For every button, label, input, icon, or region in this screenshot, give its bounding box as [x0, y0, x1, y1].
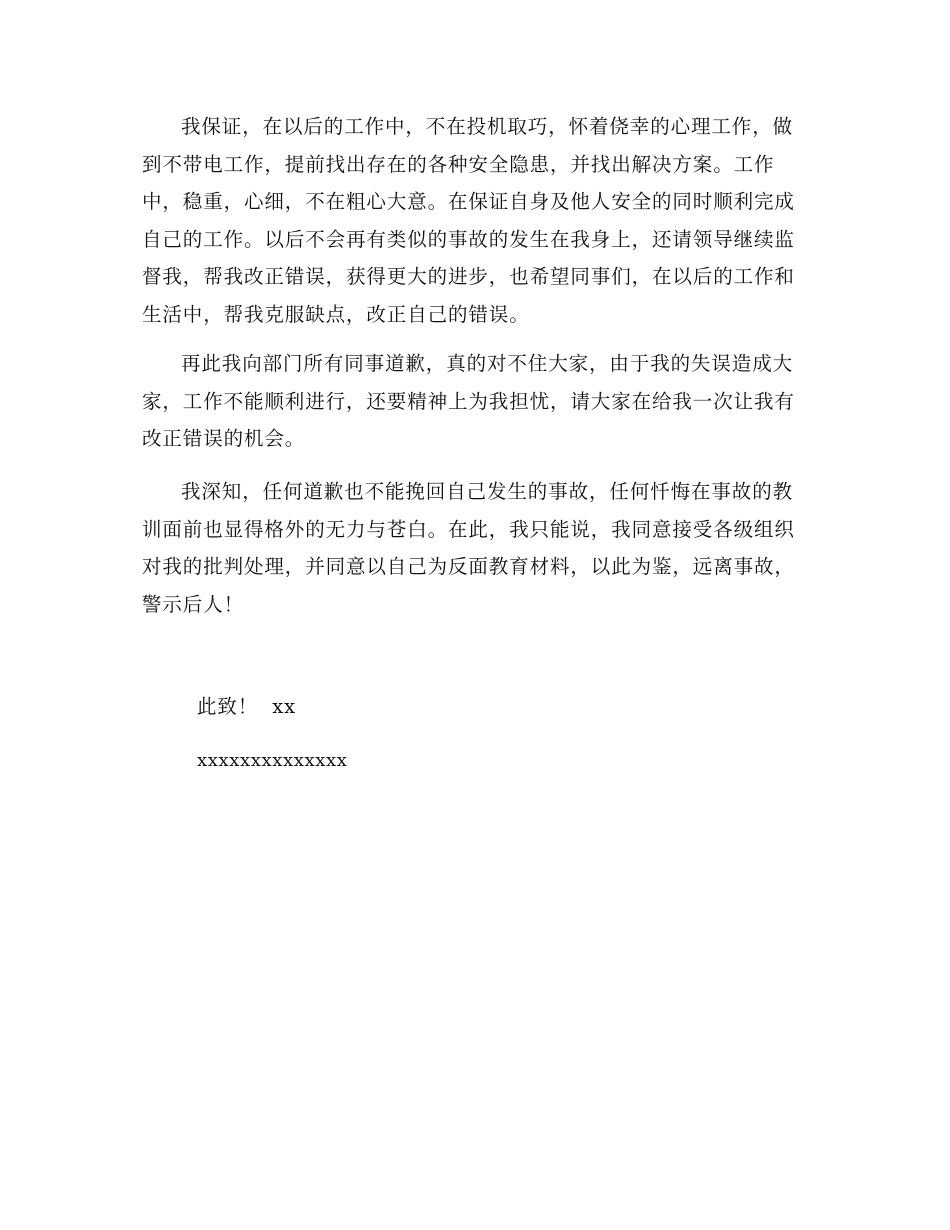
signature-line: xxxxxxxxxxxxxx — [197, 750, 348, 771]
paragraph-guarantee: 我保证，在以后的工作中，不在投机取巧，怀着侥幸的心理工作，做到不带电工作，提前找出存在的各种安全隐患，并找出解决方案。工作中，稳重，心细，不在粗心大意。在保证自身及他人安全的同时顺利完成自己的工作。以后不会再有类似的事故的发生在我身上，还请领导继续监督我，帮我改正错误，获得更大的进步，也希望同事们，在以后的工作和生活中，帮我克服缺点，改正自己的错误。 — [142, 115, 795, 326]
closing-salutation-line — [197, 692, 296, 722]
paragraph-apology: 再此我向部门所有同事道歉，真的对不住大家，由于我的失误造成大家，工作不能顺利进行，还要精神上为我担忧，请大家在给我一次让我有改正错误的机会。 — [142, 352, 795, 450]
paragraph-acknowledgement: 我深知，任何道歉也不能挽回自己发生的事故，任何忏悔在事故的教训面前也显得格外的无力与苍白。在此，我只能说，我同意接受各级组织对我的批判处理，并同意以自己为反面教育材料，以此为鉴，远离事故，警示后人！ — [142, 480, 795, 616]
salutation-text: 此致！ — [197, 695, 259, 718]
recipient-name: xx — [272, 695, 296, 718]
